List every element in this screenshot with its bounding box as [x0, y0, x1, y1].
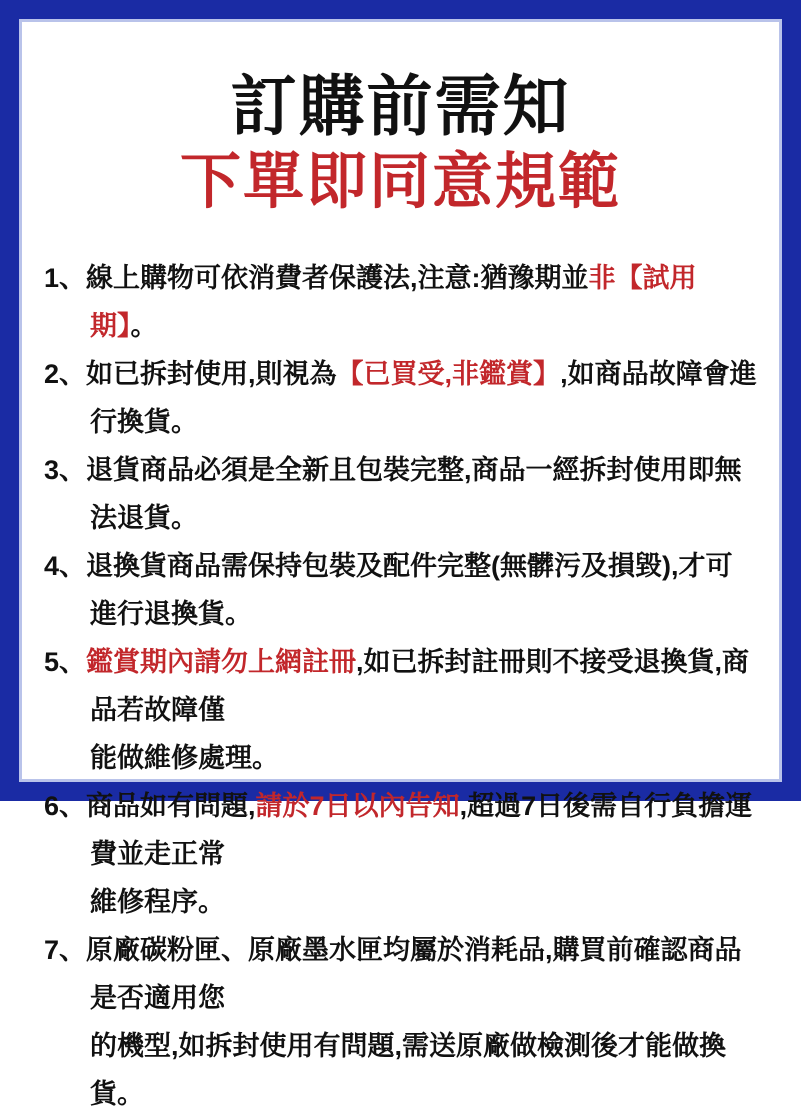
- notice-item-number: 2、: [44, 358, 87, 389]
- notice-highlight-text: 【已買受,非鑑賞】: [336, 358, 561, 389]
- notice-text: 線上購物可依消費者保護法,注意:猶豫期並: [86, 262, 589, 293]
- notice-text: 的機型,如拆封使用有問題,需送原廠做檢測後才能做換貨。: [90, 1030, 727, 1109]
- notice-text: 退貨商品必須是全新且包裝完整,商品一經拆封使用即無法退貨。: [86, 454, 742, 533]
- notice-item-number: 4、: [44, 550, 87, 581]
- notice-item: [44, 350, 759, 446]
- notice-text: ,如已拆封註冊則不接受退換貨,商品若故障僅: [90, 646, 750, 725]
- notice-text: 維修程序。: [90, 886, 225, 917]
- notice-item-number: 5、: [44, 646, 87, 677]
- notice-text: 。: [130, 310, 158, 341]
- notice-highlight-text: 請於7日以內告知: [255, 790, 460, 821]
- notice-highlight-text: 非【試用期】: [90, 262, 697, 341]
- notice-list: [22, 254, 779, 1118]
- page-title: 訂購前需知: [230, 69, 571, 143]
- notice-item: [44, 926, 759, 1118]
- notice-text: 退換貨商品需保持包裝及配件完整(無髒污及損毀),才可進行退換貨。: [86, 550, 733, 629]
- page-subtitle: 下單即同意規範: [179, 146, 621, 215]
- notice-text: 如已拆封使用,則視為: [86, 358, 337, 389]
- notice-item-number: 6、: [44, 790, 87, 821]
- notice-text: 能做維修處理。: [90, 742, 279, 773]
- notice-card: [19, 19, 782, 1109]
- notice-item: [44, 446, 759, 542]
- notice-item: [44, 638, 759, 782]
- notice-text: ,超過7日後需自行負擔運費並走正常: [90, 790, 753, 869]
- notice-item: [44, 254, 759, 350]
- notice-item-number: 7、: [44, 934, 87, 965]
- notice-item: [44, 782, 759, 926]
- notice-highlight-text: 鑑賞期內請勿上網註冊: [86, 646, 357, 677]
- notice-text: 原廠碳粉匣、原廠墨水匣均屬於消耗品,購買前確認商品是否適用您: [86, 934, 742, 1013]
- notice-text: ,如商品故障會進行換貨。: [90, 358, 757, 437]
- notice-item-number: 1、: [44, 262, 87, 293]
- notice-item: [44, 542, 759, 638]
- notice-text: 商品如有問題,: [86, 790, 256, 821]
- notice-item-number: 3、: [44, 454, 87, 485]
